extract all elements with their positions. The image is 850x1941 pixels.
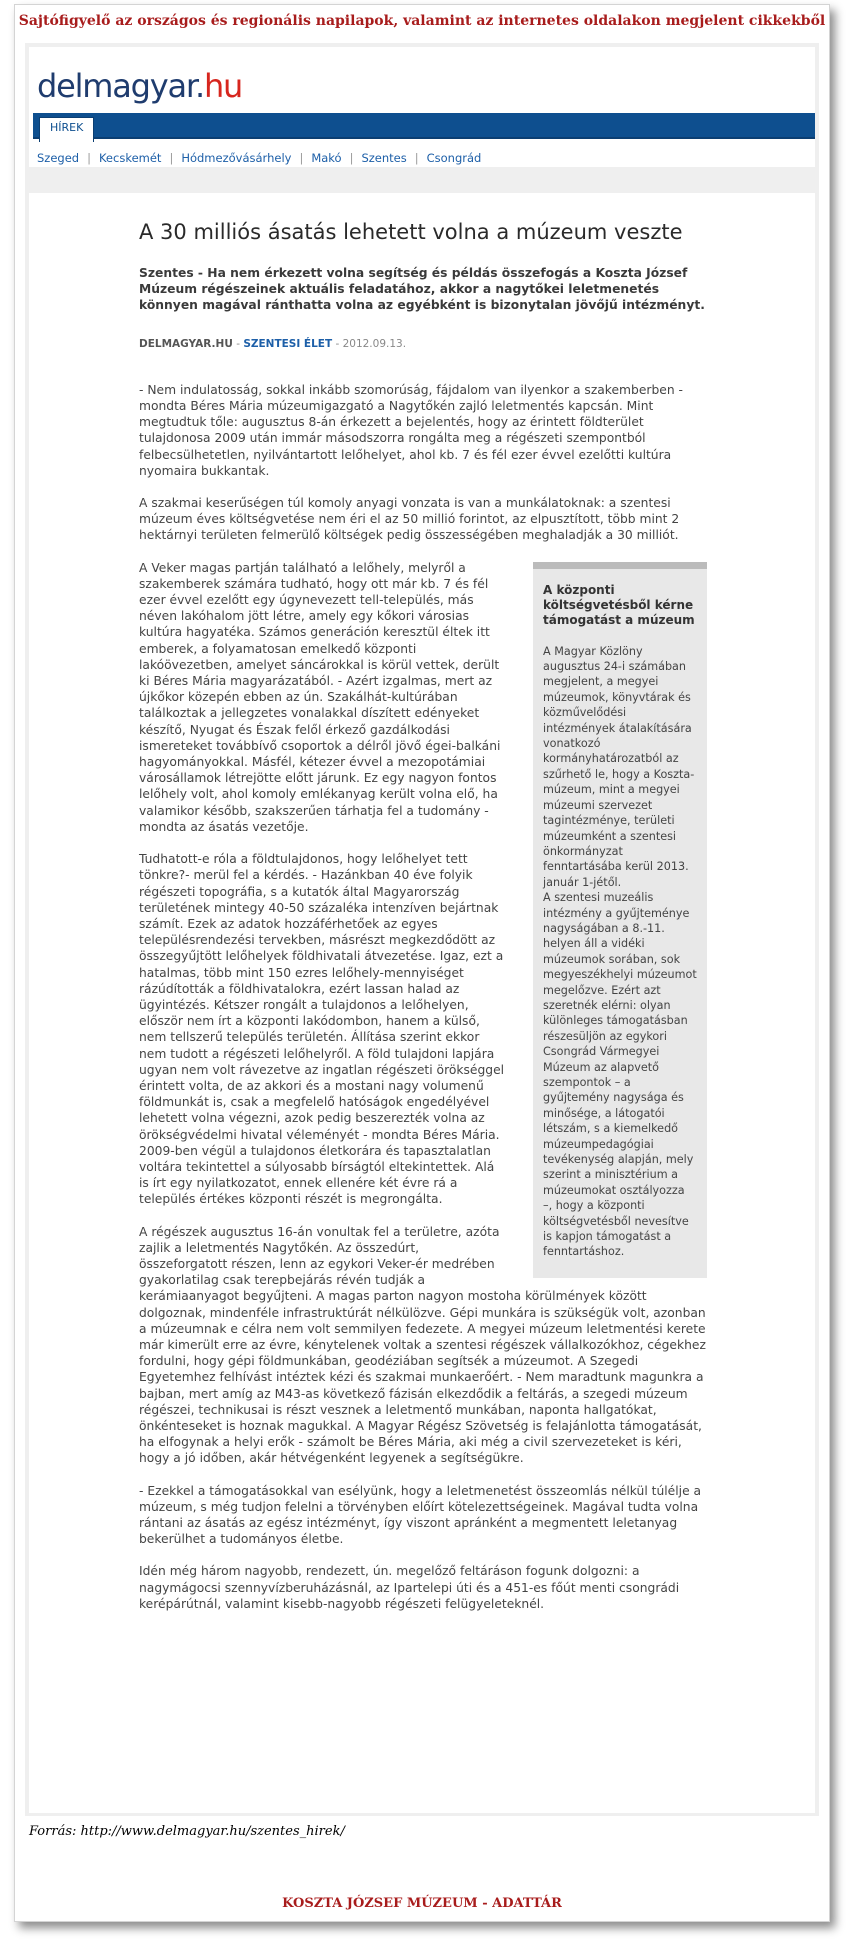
article-paragraph-2: A szakmai keserűségen túl komoly anyagi vonzata is van a munkálatoknak: a szentesi múzeum éves költségvetése nem éri el az 50 millió forintot, az elpusztított, több mint 2 hektárnyi területen felmerülő költségek pedig összességében meghaladják a 30 milliót. bbox=[139, 496, 680, 543]
link-separator: | bbox=[349, 151, 354, 165]
city-links bbox=[37, 151, 481, 165]
article-date: - 2012.09.13. bbox=[332, 337, 407, 350]
article-content-area bbox=[29, 193, 815, 1813]
main-nav-bar bbox=[33, 113, 815, 139]
city-link-szentes[interactable]: Szentes bbox=[361, 151, 407, 165]
city-link-kecskemet[interactable]: Kecskemét bbox=[98, 151, 162, 165]
source-footnote: Forrás: http://www.delmagyar.hu/szentes_hirek/ bbox=[29, 1824, 345, 1839]
site-logo[interactable] bbox=[37, 67, 242, 105]
link-separator: | bbox=[87, 151, 91, 165]
article-category[interactable]: SZENTESI ÉLET bbox=[243, 337, 333, 350]
sidebar-paragraph-1: A Magyar Közlöny augusztus 24-i számában megjelent, a megyei múzeumok, könyvtárak és közművelődési intézmények átalakítására vonatkozó kormányhatározatból az szűrhető le, hogy a Koszta-múzeum, mint a megyei múzeumi szervezet tagintézménye, területi múzeumként a szentesi önkormányzat fenntartásába kerül 2013. január 1-jétől. bbox=[543, 644, 695, 889]
press-monitor-banner: Sajtófigyelő az országos és regionális napilapok, valamint az internetes oldalakon megjelent cikkekből bbox=[18, 13, 826, 29]
logo-text-main: delmagyar. bbox=[37, 67, 204, 105]
link-separator: | bbox=[414, 151, 419, 165]
article-paragraph-6: - Ezekkel a támogatásokkal van esélyünk, hogy a leletmenetést összeomlás nélkül túlélje a múzeum, s még tudjon felelni a törvényben előírt kötelezettségeinek. Magával tudta volna rántani az ásatás az egész intézményt, így viszont apránként a megmentett leletanyag bekerülhet a tudományos életbe. bbox=[139, 1483, 702, 1547]
article-paragraph-5: A régészek augusztus 16-án vonultak fel a területre, azóta zajlik a leletmentés Nagytőkén. Az összedúrt, összeforgatott részen, lenn az egykori Veker-ér medrében gyakorlatilag csak terepbejárás révén tudják a kerámiaanyagot begyűjteni. A magas parton nagyon mostoha körülmények között dolgoznak, mindenféle infrastruktúrát nélkülözve. Gépi munkára is szükségük volt, azonban a múzeumnak e célra nem volt semmilyen fedezete. A megyei múzeum leletmentési kerete már kimerült erre az évre, kénytelenek voltak a szentesi régészek vállalkozókhoz, cégekhez fordulni, hogy gépi földmunkában, geodéziában segítsék a múzeumot. A Szegedi Egyetemhez felhívást intéztek kézi és szakmai munkaerőért. - Nem maradtunk magunkra a bajban, mert amíg az M43-as következő fázisán elkezdődik a feltárás, a szegedi múzeum régészei, technikusai is részt vesznek a leletmentő munkában, naponta hallgatókat, önkénteseket is hoznak magukkal. A Magyar Régész Szövetség is felajánlotta támogatását, ha elfogynak a helyi erők - számolt be Béres Mária, aki még a civil szervezeteket is kéri, hogy a jó időben, akár hétvégenként legyenek a segítségükre. bbox=[139, 1224, 706, 1466]
sidebar-paragraph-2: A szentesi muzeális intézmény a gyűjteménye nagyságában a 8.-11. helyen áll a vidéki múzeumok sorában, sok megyeszékhelyi múzeumot megelőzve. Ezért azt szeretnék elérni: olyan különleges támogatásban részesüljön az egykori Csongrád Vármegyei Múzeum az alapvető szempontok – a gyűjtemény nagysága és minősége, a látogatói létszám, s a kiemelkedő múzeumpedagógiai tevékenység alapján, mely szerint a minisztérium a múzeumokat osztályozza –, hogy a központi költségvetésből nevesítve is kapjon támogatást a fenntartáshoz. bbox=[543, 891, 697, 1259]
link-separator: | bbox=[169, 151, 174, 165]
city-link-hodmezovasarhely[interactable]: Hódmezővásárhely bbox=[181, 151, 292, 165]
logo-text-suffix: hu bbox=[203, 67, 243, 105]
meta-separator: - bbox=[232, 337, 244, 350]
city-link-mako[interactable]: Makó bbox=[311, 151, 342, 165]
tab-hirek[interactable]: HÍREK bbox=[39, 117, 94, 142]
sidebar-box bbox=[533, 562, 707, 1278]
link-separator: | bbox=[299, 151, 304, 165]
article-paragraph-1: - Nem indulatosság, sokkal inkább szomorúság, fájdalom van ilyenkor a szakemberben - mondta Béres Mária múzeumigazgató a Nagytőkén zajló leletmentés kapcsán. Mint megtudtuk tőle: augusztus 8-án érkezett a bejelentés, hogy az érintett földterület tulajdonosa 2009 után immár másodszorra rongálta meg a régészeti szempontból felbecsülhetetlen, nyilvántartott lelőhelyet, ahol kb. 7 és fél ezer évvel ezelőtti kultúra nyomaira bukkantak. bbox=[139, 382, 683, 478]
article-paragraph-3: A Veker magas partján található a lelőhely, melyről a szakemberek számára tudható, hogy ott már kb. 7 és fél ezer évvel ezelőtt egy úgynevezett tell-település, más néven lakóhalom jött létre, amely egy kőkori városias kultúra hagyatéka. Számos generáción keresztül éltek itt emberek, a folyamatosan emelkedő központi lakóövezetben, amelyet sáncárokkal is körül vettek, derült ki Béres Mária magyarázatából. - Azért izgalmas, mert az újkőkor közepén ebben az ún. Szakálhát-kultúrában találkoztak a jellegzetes vonalakkal díszített edényeket készítő, Nyugat és Észak felől érkező gazdálkodási ismereteket továbbívő csoportok a délről jövő égei-balkáni hagyományokkal. Másfél, kétezer évvel a mezopotámiai városállamok létrejötte előtt járunk. Ez egy nagyon fontos lelőhely volt, ahol komoly emlékanyag került volna elő, ha valamikor később, szakszerűen tárhatja fel a tudomány - mondta az ásatás vezetője. bbox=[139, 560, 501, 834]
article-meta bbox=[139, 336, 707, 352]
article-source[interactable]: DELMAGYAR.HU bbox=[139, 337, 233, 350]
sidebar-title: A központi költségvetésből kérne támogatást a múzeum bbox=[543, 582, 695, 627]
article-lead: Szentes - Ha nem érkezett volna segítség és példás összefogás a Koszta József Múzeum régészeinek aktuális feladatához, akkor a nagytőkei leletmenetés könnyen magával ránthatta volna az egyébként is bizonytalan jövőjű intézményt. bbox=[139, 266, 705, 313]
article-paragraph-7: Idén még három nagyobb, rendezett, ún. megelőző feltáráson fogunk dolgozni: a nagymágocsi szennyvízberuházásnál, az Ipartelepi úti és a 451-es főút menti csongrádi kerépárútnál, valamint kisebb-nagyobb régészeti felügyeleteknél. bbox=[139, 1564, 680, 1611]
article bbox=[139, 219, 707, 1628]
city-link-csongrad[interactable]: Csongrád bbox=[426, 151, 482, 165]
city-link-szeged[interactable]: Szeged bbox=[37, 151, 80, 165]
webpage-frame bbox=[25, 43, 819, 1816]
museum-footer: KOSZTA JÓZSEF MÚZEUM - ADATTÁR bbox=[282, 1896, 562, 1911]
clipping-sheet bbox=[14, 4, 830, 1922]
article-paragraph-4: Tudhatott-e róla a földtulajdonos, hogy lelőhelyet tett tönkre?- merül fel a kérdés. - Hazánkban 40 éve folyik régészeti topográfia, s a kutatók által Magyarország területének mintegy 40-50 százaléka intenzíven bejártnak számít. Ezek az adatok hozzáférhetőek az egyes településrendezési tervekben, másrészt megkezdődött az összegyűjtött lelőhelyek földhivatali átvezetése. Igaz, ezt a hatalmas, több mint 150 ezres lelőhely-mennyiséget rázúdították a földhivatalokra, ezért lassan halad az ügyintézés. Kétszer rongált a tulajdonos a lelőhelyen, először nem írt a központi lakódombon, hanem a külső, nem tellszerű település területén. Állítása szerint ekkor nem tudott a régészeti lelőhelyről. A föld tulajdoni lapjára ugyan nem volt rávezetve az ingatlan régészeti örökséggel érintett volta, de az akkori és a mostani nagy volumenű földmunkát is, csak a megfelelő hatóságok engedélyével lehetett volna végezni, azok pedig beszerezték volna az örökségvédelmi hivatal véleményét - mondta Béres Mária. 2009-ben végül a tulajdonos életkorára és tapasztalatlan voltára tekintettel a súlyosabb bírságtól eltekintettek. Alá is írt egy nyilatkozatot, ennek ellenére két évre rá a település értékes központi részét is megrongálta. bbox=[139, 852, 505, 1207]
site-header bbox=[29, 47, 815, 167]
article-title: A 30 milliós ásatás lehetett volna a múzeum veszte bbox=[139, 220, 683, 244]
